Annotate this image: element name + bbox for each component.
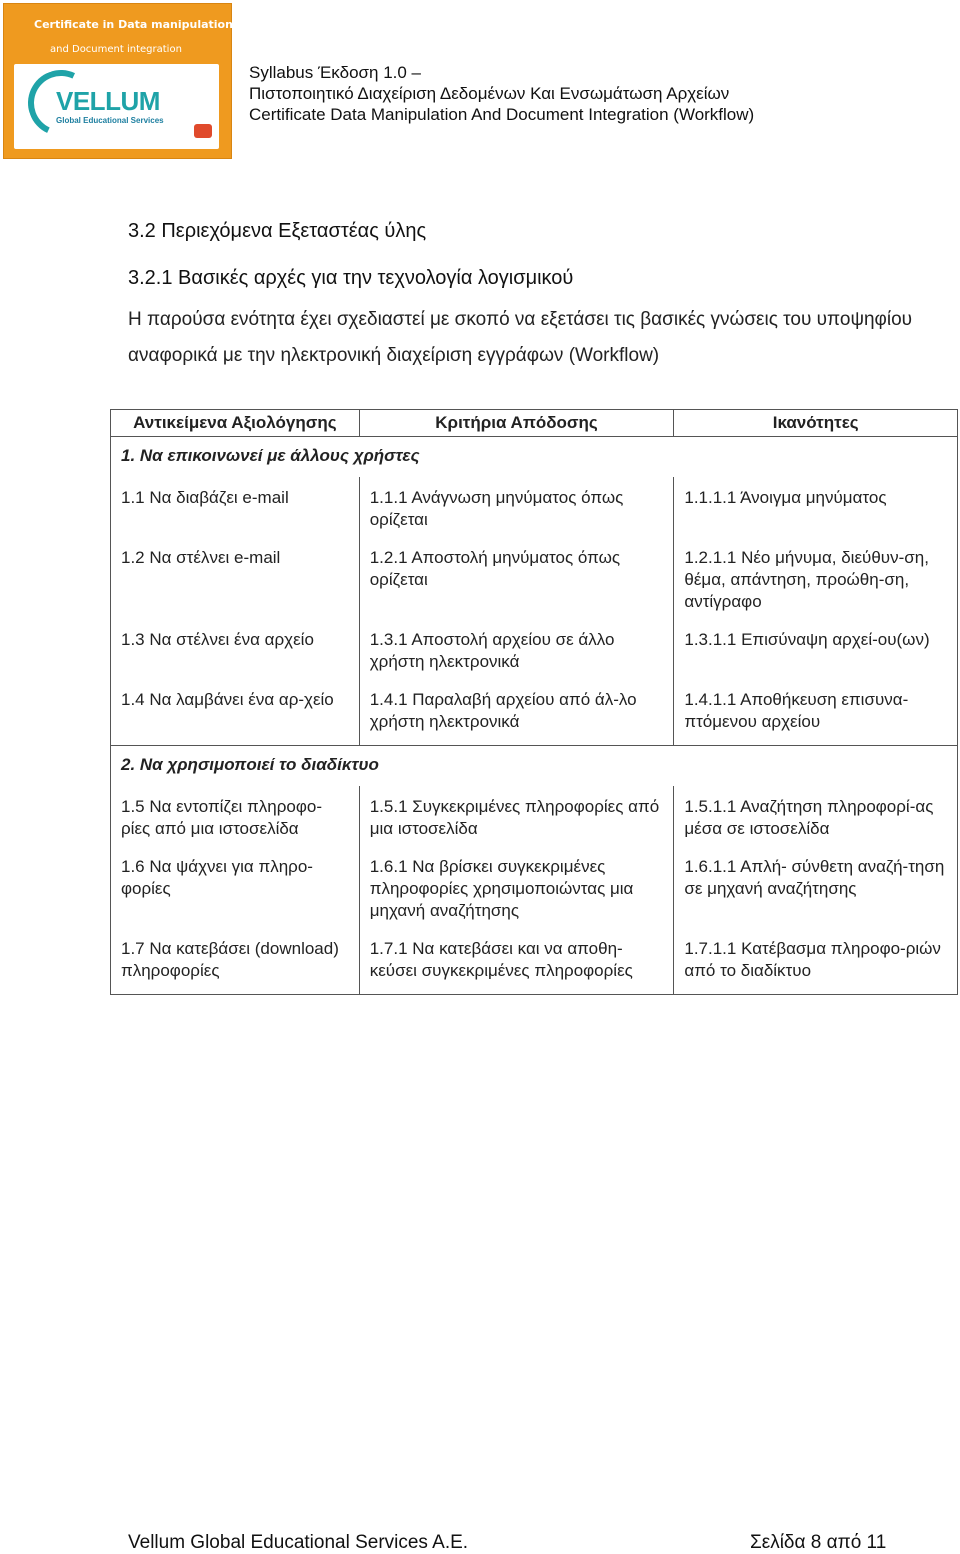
criterion-cell: 1.4.1 Παραλαβή αρχείου από άλ-λο χρήστη ηλεκτρονικά [359, 685, 674, 746]
subsection-title: 3.2.1 Βασικές αρχές για την τεχνολογία λογισμικού [128, 267, 574, 289]
table-row [111, 625, 958, 685]
objective-cell: 1.3 Να στέλνει ένα αρχείο [111, 625, 360, 685]
skill-cell: 1.6.1.1 Απλή- σύνθετη αναζή-τηση σε μηχανή αναζήτησης [674, 852, 958, 934]
skill-cell: 1.5.1.1 Αναζήτηση πληροφορί-ας μέσα σε ιστοσελίδα [674, 786, 958, 852]
criterion-cell: 1.6.1 Να βρίσκει συγκεκριμένες πληροφορίες χρησιμοποιώντας μια μηχανή αναζήτησης [359, 852, 674, 934]
table-row [111, 543, 958, 625]
objective-cell: 1.2 Να στέλνει e-mail [111, 543, 360, 625]
intro-paragraph: Η παρούσα ενότητα έχει σχεδιαστεί με σκοπό να εξετάσει τις βασικές γνώσεις του υποψηφίου αναφορικά με την ηλεκτρονική διαχείριση εγγράφων (Workflow) [128, 309, 913, 366]
objective-cell: 1.6 Να ψάχνει για πληρο-φορίες [111, 852, 360, 934]
briefcase-icon [194, 124, 212, 138]
brand-name: VELLUM [56, 86, 160, 116]
criterion-cell: 1.7.1 Να κατεβάσει και να αποθη-κεύσει συγκεκριμένες πληροφορίες [359, 934, 674, 995]
table-row [111, 852, 958, 934]
table-row [111, 685, 958, 746]
skill-cell: 1.1.1.1 Άνοιγμα μηνύματος [674, 477, 958, 543]
skill-cell: 1.2.1.1 Νέο μήνυμα, διεύθυν-ση, θέμα, απάντηση, προώθη-ση, αντίγραφο [674, 543, 958, 625]
skill-cell: 1.7.1.1 Κατέβασμα πληροφο-ριών από το διαδίκτυο [674, 934, 958, 995]
criterion-cell: 1.2.1 Αποστολή μηνύματος όπως ορίζεται [359, 543, 674, 625]
criterion-cell: 1.1.1 Ανάγνωση μηνύματος όπως ορίζεται [359, 477, 674, 543]
table-row [111, 786, 958, 852]
section-heading: 1. Να επικοινωνεί με άλλους χρήστες [111, 437, 958, 478]
header-objectives: Αντικείμενα Αξιολόγησης [111, 410, 360, 437]
vellum-logo-panel [14, 64, 219, 149]
header-title-english: Certificate Data Manipulation And Document Integration (Workflow) [249, 105, 755, 124]
footer-page-number: Σελίδα 8 από 11 [750, 1532, 887, 1553]
table-header-row [111, 410, 958, 437]
footer-company: Vellum Global Educational Services A.E. [128, 1532, 469, 1553]
table-row [111, 934, 958, 995]
objective-cell: 1.4 Να λαμβάνει ένα αρ-χείο [111, 685, 360, 746]
header-title-greek: Πιστοποιητικό Διαχείριση Δεδομένων Και Ενσωμάτωση Αρχείων [249, 84, 730, 103]
criterion-cell: 1.5.1 Συγκεκριμένες πληροφορίες από μια ιστοσελίδα [359, 786, 674, 852]
brand-subtitle: Global Educational Services [56, 116, 164, 125]
header-syllabus-version: Syllabus Έκδοση 1.0 – [249, 63, 422, 82]
criterion-cell: 1.3.1 Αποστολή αρχείου σε άλλο χρήστη ηλεκτρονικά [359, 625, 674, 685]
table-row [111, 477, 958, 543]
logo-tagline-1: Certificate in Data manipulation [34, 18, 233, 31]
objective-cell: 1.7 Να κατεβάσει (download) πληροφορίες [111, 934, 360, 995]
criteria-table [110, 409, 958, 995]
certificate-logo [3, 3, 232, 159]
skill-cell: 1.4.1.1 Αποθήκευση επισυνα-πτόμενου αρχείου [674, 685, 958, 746]
document-header [249, 62, 754, 125]
section-title: 3.2 Περιεχόμενα Εξεταστέας ύλης [128, 220, 427, 242]
header-skills: Ικανότητες [674, 410, 958, 437]
objective-cell: 1.1 Να διαβάζει e-mail [111, 477, 360, 543]
logo-tagline-2: and Document integration [50, 44, 182, 55]
header-criteria: Κριτήρια Απόδοσης [359, 410, 674, 437]
section-heading: 2. Να χρησιμοποιεί το διαδίκτυο [111, 746, 958, 787]
skill-cell: 1.3.1.1 Επισύναψη αρχεί-ου(ων) [674, 625, 958, 685]
objective-cell: 1.5 Να εντοπίζει πληροφο-ρίες από μια ιστοσελίδα [111, 786, 360, 852]
